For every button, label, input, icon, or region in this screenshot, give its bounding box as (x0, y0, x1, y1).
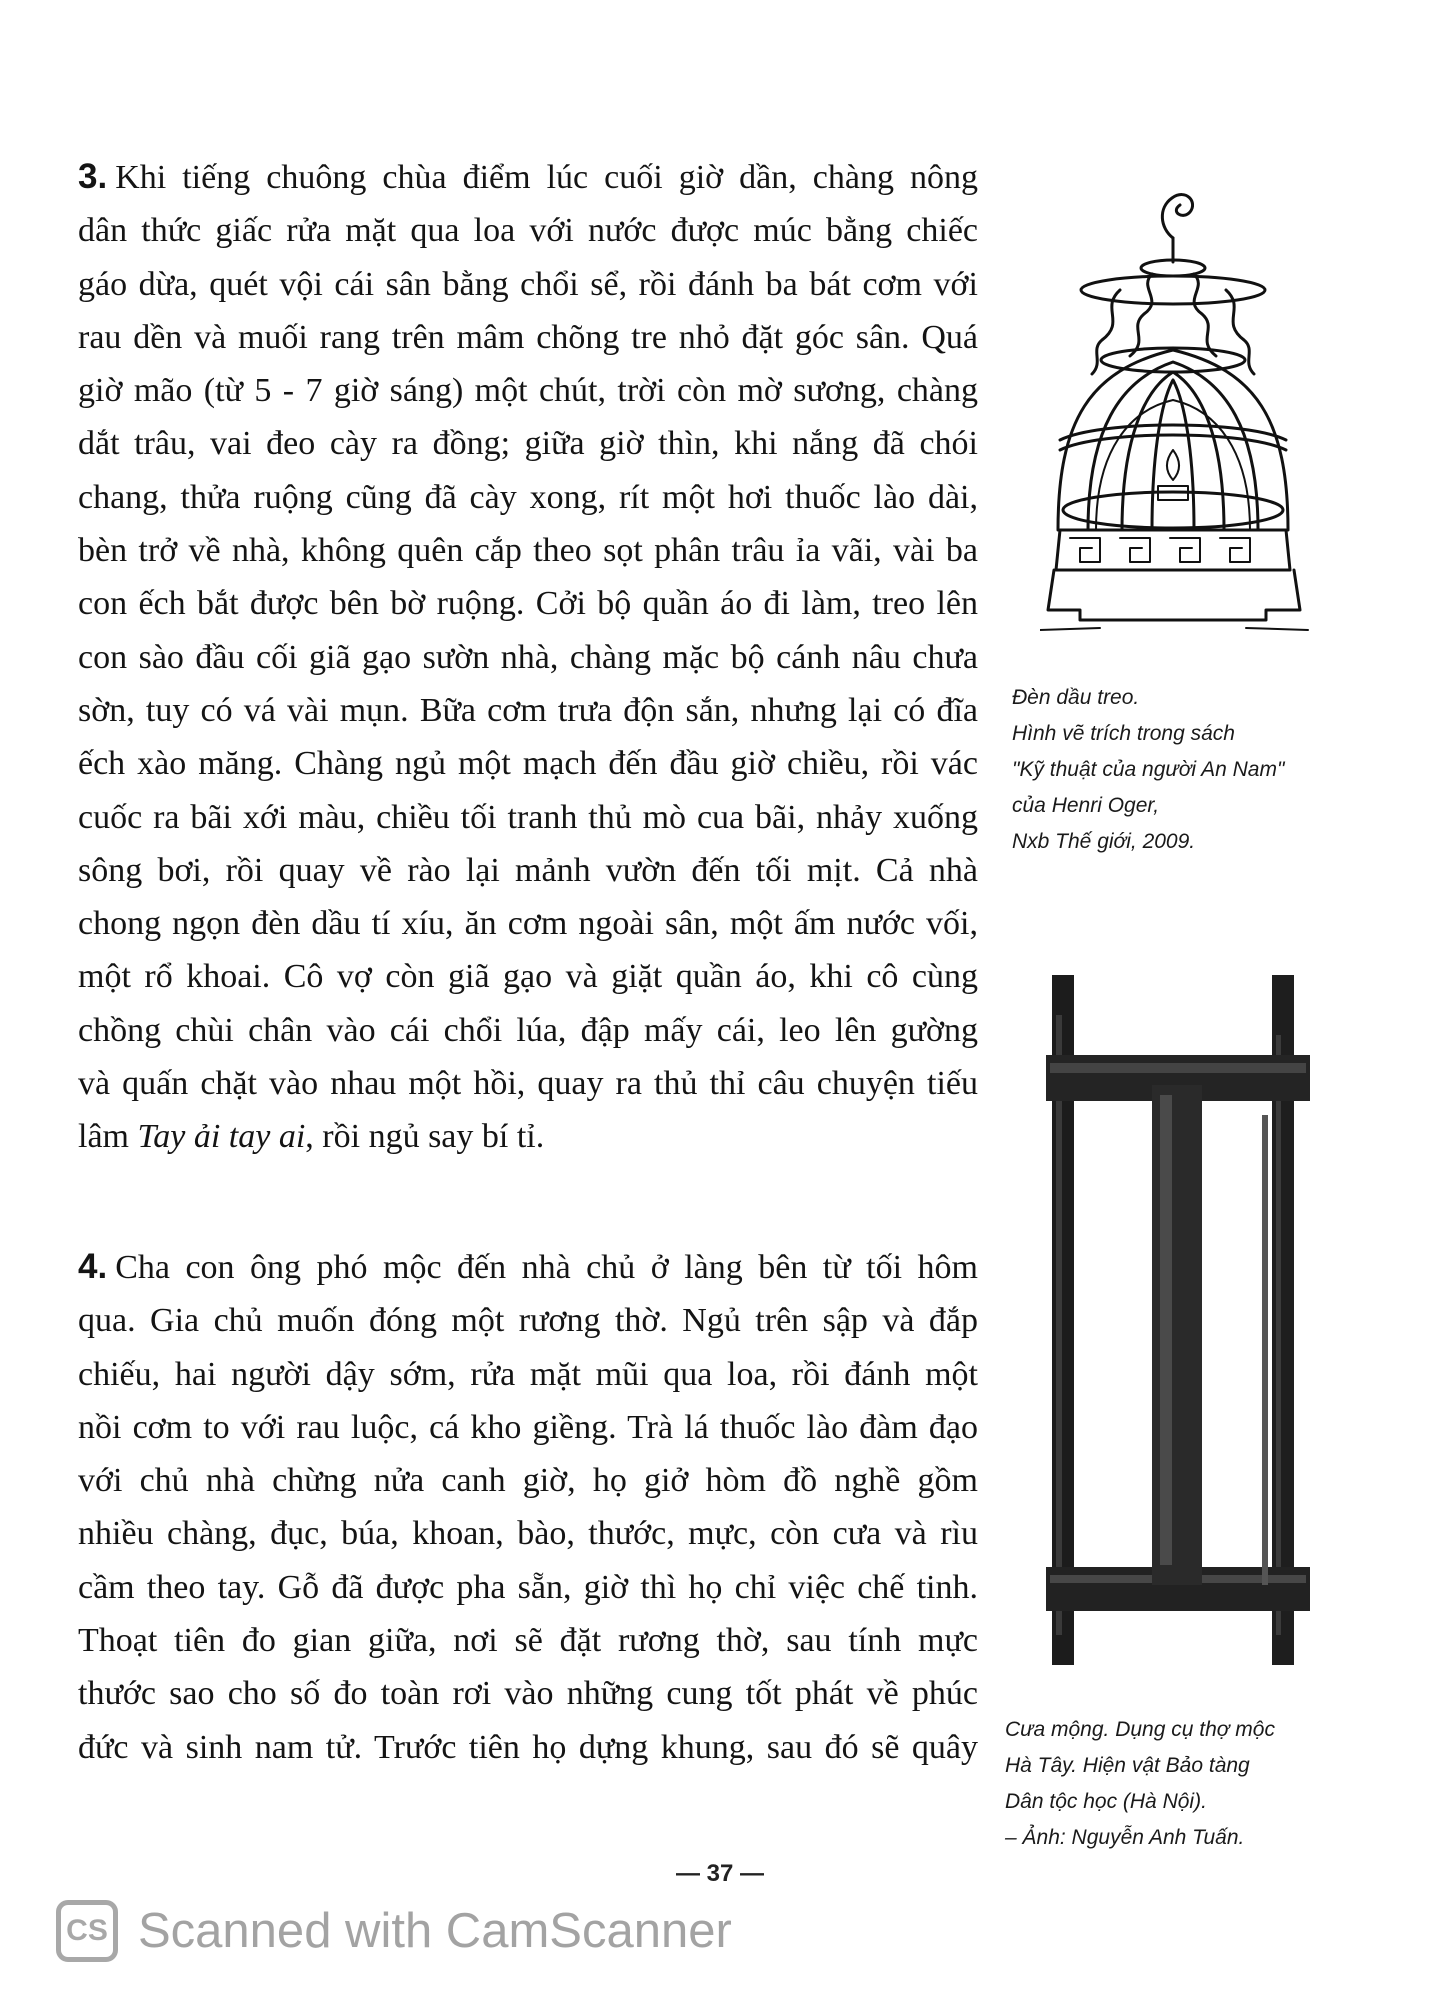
text-line: con ếch bắt được bên bờ ruộng. Cởi bộ quần áo đi làm, treo lên (78, 585, 978, 623)
section-number: 4. (78, 1247, 108, 1286)
text-line: 3. Khi tiếng chuông chùa điểm lúc cuối giờ dần, chàng nông (78, 157, 978, 196)
page-number: — 37 — (675, 1860, 765, 1887)
text-line-last: lâm Tay ải tay ai, rồi ngủ say bí tỉ. (78, 1118, 545, 1156)
saw-caption: Cưa mộng. Dụng cụ thợ mộc Hà Tây. Hiện vật Bảo tàng Dân tộc học (Hà Nội). – Ảnh: Nguyễn Anh Tuấn. (1005, 1718, 1275, 1849)
story-title: Tay ải tay ai (137, 1118, 306, 1156)
text-line: nồi cơm to với rau luộc, cá kho giềng. Trà lá thuốc lào đàm đạo (78, 1408, 978, 1446)
text-line: cuốc ra bãi xới màu, chiều tối tranh thủ mò cua bãi, nhảy xuống (78, 798, 978, 836)
text-line: với chủ nhà chừng nửa canh giờ, họ giở hòm đồ nghề gồm (78, 1462, 978, 1500)
text-line: rau dền và muối rang trên mâm chõng tre nhỏ đặt góc sân. Quá (78, 318, 978, 356)
text-line: một rổ khoai. Cô vợ còn giã gạo và giặt quần áo, khi cô cùng (78, 958, 978, 996)
paragraph-section-3 (78, 150, 978, 1164)
camscanner-logo-icon: CS (56, 1900, 118, 1962)
text-line: 4. Cha con ông phó mộc đến nhà chủ ở làng bên từ tối hôm (78, 1247, 978, 1286)
frame-saw-photo (1040, 975, 1320, 1675)
text-line: sờn, tuy có vá vài mụn. Bữa cơm trưa độn sắn, nhưng lại có đĩa (78, 691, 978, 729)
text-line: giờ mão (từ 5 - 7 giờ sáng) một chút, trời còn mờ sương, chàng (78, 372, 978, 410)
text-line: nhiều chàng, đục, búa, khoan, bào, thước, mực, còn cưa và rìu (78, 1515, 978, 1553)
text-line: chồng chùi chân vào cái chổi lúa, đập mấy cái, leo lên gường (78, 1011, 978, 1049)
text-line: chang, thửa ruộng cũng đã cày xong, rít một hơi thuốc lào dài, (78, 478, 978, 516)
text-line: và quấn chặt vào nhau một hồi, quay ra thủ thỉ câu chuyện tiếu (78, 1065, 978, 1103)
text-line: cầm theo tay. Gỗ đã được pha sẵn, giờ thì họ chỉ việc chế tinh. (78, 1568, 978, 1606)
text-line: chong ngọn đèn dầu tí xíu, ăn cơm ngoài sân, một ấm nước vối, (78, 905, 978, 943)
hanging-oil-lamp-illustration (1040, 150, 1310, 650)
paragraph-section-4 (78, 1240, 978, 1774)
text-line: gáo dừa, quét vội cái sân bằng chổi sể, rồi đánh ba bát cơm với (78, 265, 978, 303)
text-line: sông bơi, rồi quay về rào lại mảnh vườn đến tối mịt. Cả nhà (78, 851, 978, 889)
text-line: dân thức giấc rửa mặt qua loa với nước được múc bằng chiếc (78, 212, 978, 250)
text-line: ếch xào măng. Chàng ngủ một mạch đến đầu giờ chiều, rồi vác (78, 745, 978, 783)
text-line: Thoạt tiên đo gian giữa, nơi sẽ đặt rương thờ, sau tính mực (78, 1622, 978, 1660)
watermark-text: Scanned with CamScanner (138, 1904, 732, 1958)
text-line: bèn trở về nhà, không quên cắp theo sọt phân trâu ỉa vãi, vài ba (78, 532, 978, 570)
text-line: chiếu, hai người dậy sớm, rửa mặt mũi qua loa, rồi đánh một (78, 1355, 978, 1393)
text-line: con sào đầu cối giã gạo sườn nhà, chàng mặc bộ cánh nâu chưa (78, 638, 978, 676)
text-line: dắt trâu, vai đeo cày ra đồng; giữa giờ thìn, khi nắng đã chói (78, 425, 978, 463)
text-line: đức và sinh nam tử. Trước tiên họ dựng khung, sau đó sẽ quây (78, 1728, 978, 1766)
text-line: qua. Gia chủ muốn đóng một rương thờ. Ngủ trên sập và đắp (78, 1302, 978, 1340)
lamp-caption: Đèn dầu treo. Hình vẽ trích trong sách "Kỹ thuật của người An Nam" của Henri Oger, Nxb Thế giới, 2009. (1012, 686, 1285, 853)
text-line: thước sao cho số đo toàn rơi vào những cung tốt phát về phúc (78, 1675, 978, 1713)
section-number: 3. (78, 157, 108, 196)
camscanner-watermark (56, 1895, 732, 1967)
